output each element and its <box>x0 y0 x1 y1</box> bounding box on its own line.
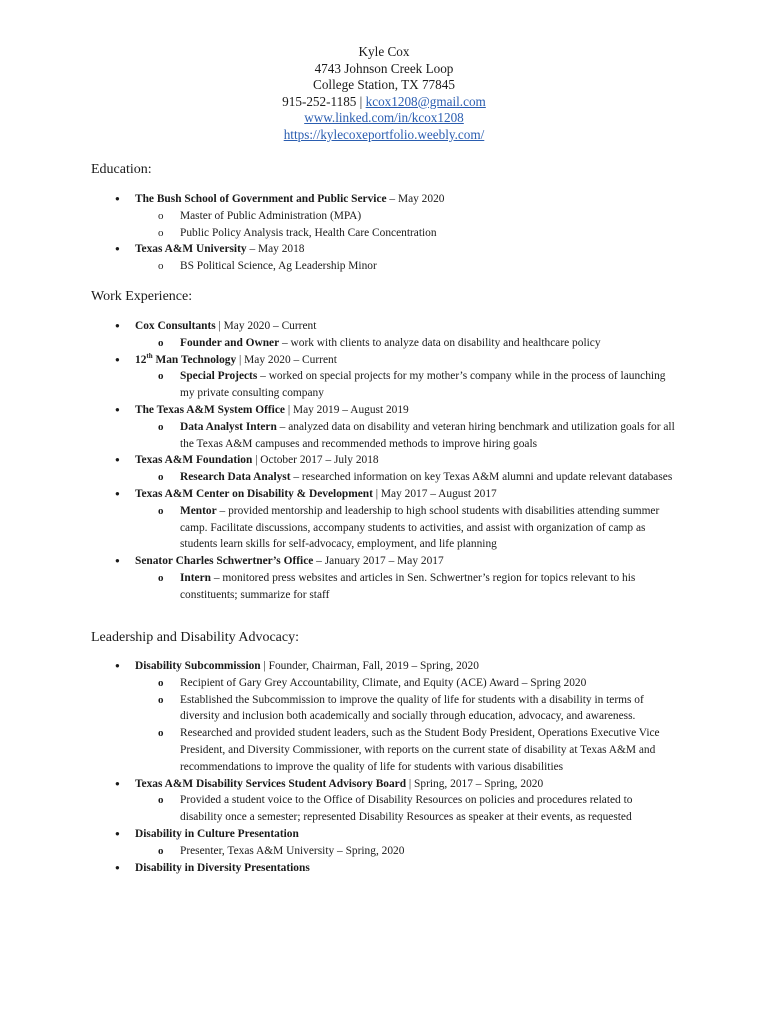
circle-bullet-icon: o <box>158 370 164 383</box>
circle-bullet-icon: o <box>158 794 164 807</box>
circle-bullet-icon: o <box>158 471 164 484</box>
circle-bullet-icon: o <box>158 693 164 706</box>
bullet-icon: ● <box>115 194 120 203</box>
bullet-icon: ● <box>115 354 120 364</box>
sub-item: o Special Projects – worked on special projects for my mother’s company while in the process of launching my private consulting company <box>158 370 666 400</box>
sub-item: o Intern – monitored press websites and articles in Sen. Schwertner’s region for topics relevant to his constituents; summarize for staff <box>158 571 636 601</box>
leadership-list <box>0 658 768 876</box>
circle-bullet-icon: o <box>158 209 164 222</box>
list-item: ● The Bush School of Government and Public Service – May 2020 <box>0 191 768 208</box>
phone-email-line <box>0 94 768 111</box>
email-link[interactable]: kcox1208@gmail.com <box>365 93 486 109</box>
sub-item: o Public Policy Analysis track, Health Care Concentration <box>0 225 768 242</box>
bullet-icon: ● <box>115 455 120 465</box>
sub-item: o Established the Subcommission to improve the quality of life for students with a disability in terms of diversity and inclusion both academically and socially through education, advocacy, and awareness. <box>158 693 644 723</box>
sub-item: o Founder and Owner – work with clients to analyze data on disability and healthcare policy <box>0 335 768 352</box>
list-item: ● Texas A&M University – May 2018 <box>0 241 768 258</box>
sub-item: o Presenter, Texas A&M University – Spring, 2020 <box>0 843 768 860</box>
list-item: ● Disability Subcommission | Founder, Chairman, Fall, 2019 – Spring, 2020 <box>0 658 768 675</box>
name: Kyle Cox <box>358 44 410 59</box>
sub-item: o Researched and provided student leaders, such as the Student Body President, Operations Executive Vice President, and Diversity Commissioner, with reports on the current state of disability at Texas A&M and recommendations to improve the quality of life for students with various disabilities <box>158 727 660 773</box>
sub-item: o Mentor – provided mentorship and leadership to high school students with disabilities attending summer camp. Facilitate discussions, accompany students to activities, and assist with organization of camp as students learn skills for self-advocacy, employment, and life planning <box>158 504 660 551</box>
bullet-icon: ● <box>115 661 120 670</box>
education-list <box>0 191 768 275</box>
sub-item: o Data Analyst Intern – analyzed data on disability and veteran hiring benchmark and utilization goals for all the Texas A&M campuses and recommended methods to improve hiring goals <box>158 420 675 450</box>
portfolio-link[interactable]: https://kylecoxeportfolio.weebly.com/ <box>283 126 485 142</box>
section-title-education: Education: <box>91 162 152 177</box>
linkedin-link[interactable]: www.linked.com/in/kcox1208 <box>304 110 464 126</box>
sub-item: o Research Data Analyst – researched information on key Texas A&M alumni and update relevant databases <box>0 469 768 486</box>
list-item: ● Cox Consultants | May 2020 – Current <box>0 318 768 335</box>
bullet-icon: ● <box>115 244 120 254</box>
list-item: ● 12th Man Technology | May 2020 – Current <box>0 352 768 369</box>
bullet-icon: ● <box>115 321 120 330</box>
list-item: ● Disability in Diversity Presentations <box>0 860 768 877</box>
circle-bullet-icon: o <box>158 420 164 433</box>
list-item: ● The Texas A&M System Office | May 2019 – August 2019 <box>0 402 768 419</box>
work-list <box>0 318 768 604</box>
list-item: ● Senator Charles Schwertner’s Office – January 2017 – May 2017 <box>0 553 768 570</box>
bullet-icon: ● <box>115 404 120 414</box>
sub-item: o Recipient of Gary Grey Accountability, Climate, and Equity (ACE) Award – Spring 2020 <box>0 675 768 692</box>
list-item: ● Texas A&M Disability Services Student Advisory Board | Spring, 2017 – Spring, 2020 <box>0 776 768 793</box>
circle-bullet-icon: o <box>158 226 164 239</box>
bullet-icon: ● <box>115 488 120 498</box>
list-item: ● Disability in Culture Presentation <box>0 826 768 843</box>
bullet-icon: ● <box>115 778 120 788</box>
contact-header <box>0 44 768 144</box>
bullet-icon: ● <box>115 828 120 838</box>
address-line-1: 4743 Johnson Creek Loop <box>314 60 454 76</box>
list-item: ● Texas A&M Center on Disability & Development | May 2017 – August 2017 <box>0 486 768 503</box>
section-title-work: Work Experience: <box>91 289 193 304</box>
circle-bullet-icon: o <box>158 727 164 740</box>
phone: 915-252-1185 | <box>282 93 366 109</box>
circle-bullet-icon: o <box>158 676 164 689</box>
sub-item: o Provided a student voice to the Office of Disability Resources on policies and procedures related to disability once a semester; represented Disability Resources as speaker at their events, as requested <box>158 794 633 824</box>
circle-bullet-icon: o <box>158 336 164 349</box>
list-item: ● Texas A&M Foundation | October 2017 – July 2018 <box>0 452 768 469</box>
circle-bullet-icon: o <box>158 571 164 584</box>
circle-bullet-icon: o <box>158 844 164 857</box>
section-title-leadership: Leadership and Disability Advocacy: <box>91 630 299 645</box>
circle-bullet-icon: o <box>158 260 164 273</box>
bullet-icon: ● <box>115 556 120 566</box>
address-line-2: College Station, TX 77845 <box>313 77 455 93</box>
circle-bullet-icon: o <box>158 504 164 517</box>
bullet-icon: ● <box>115 862 120 872</box>
sub-item: o Master of Public Administration (MPA) <box>0 208 768 225</box>
sub-item: o BS Political Science, Ag Leadership Minor <box>0 258 768 275</box>
